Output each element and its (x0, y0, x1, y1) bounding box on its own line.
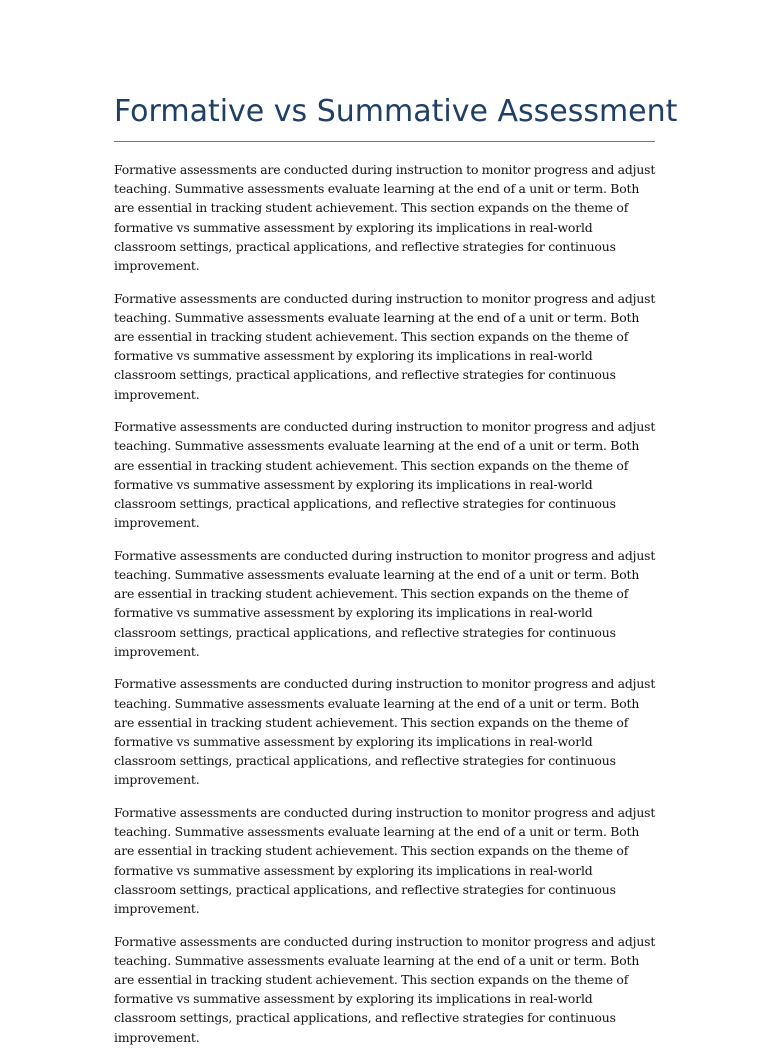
body-paragraph: Formative assessments are conducted during instruction to monitor progress and adjust teaching. Summative assessments evaluate learning at the end of a unit or term. Both are essential in tracking student achievement. This section expands on the theme of formative vs summative assessment by exploring its implications in real-world classroom settings, practical applications, and reflective strategies for continuous improvement. (114, 419, 656, 531)
title-underline-rule (114, 141, 655, 142)
body-paragraph: Formative assessments are conducted during instruction to monitor progress and adjust teaching. Summative assessments evaluate learning at the end of a unit or term. Both are essential in tracking student achievement. This section expands on the theme of formative vs summative assessment by exploring its implications in real-world classroom settings, practical applications, and reflective strategies for continuous improvement. (114, 676, 656, 788)
document-title: Formative vs Summative Assessment (114, 94, 678, 129)
body-paragraph: Formative assessments are conducted during instruction to monitor progress and adjust teaching. Summative assessments evaluate learning at the end of a unit or term. Both are essential in tracking student achievement. This section expands on the theme of formative vs summative assessment by exploring its implications in real-world classroom settings, practical applications, and reflective strategies for continuous improvement. (114, 933, 656, 1045)
document-body (114, 92, 678, 1060)
body-paragraph: Formative assessments are conducted during instruction to monitor progress and adjust teaching. Summative assessments evaluate learning at the end of a unit or term. Both are essential in tracking student achievement. This section expands on the theme of formative vs summative assessment by exploring its implications in real-world classroom settings, practical applications, and reflective strategies for continuous improvement. (114, 162, 656, 274)
body-paragraph: Formative assessments are conducted during instruction to monitor progress and adjust teaching. Summative assessments evaluate learning at the end of a unit or term. Both are essential in tracking student achievement. This section expands on the theme of formative vs summative assessment by exploring its implications in real-world classroom settings, practical applications, and reflective strategies for continuous improvement. (114, 805, 656, 917)
body-paragraph: Formative assessments are conducted during instruction to monitor progress and adjust teaching. Summative assessments evaluate learning at the end of a unit or term. Both are essential in tracking student achievement. This section expands on the theme of formative vs summative assessment by exploring its implications in real-world classroom settings, practical applications, and reflective strategies for continuous improvement. (114, 290, 656, 402)
body-paragraph: Formative assessments are conducted during instruction to monitor progress and adjust teaching. Summative assessments evaluate learning at the end of a unit or term. Both are essential in tracking student achievement. This section expands on the theme of formative vs summative assessment by exploring its implications in real-world classroom settings, practical applications, and reflective strategies for continuous improvement. (114, 547, 656, 659)
